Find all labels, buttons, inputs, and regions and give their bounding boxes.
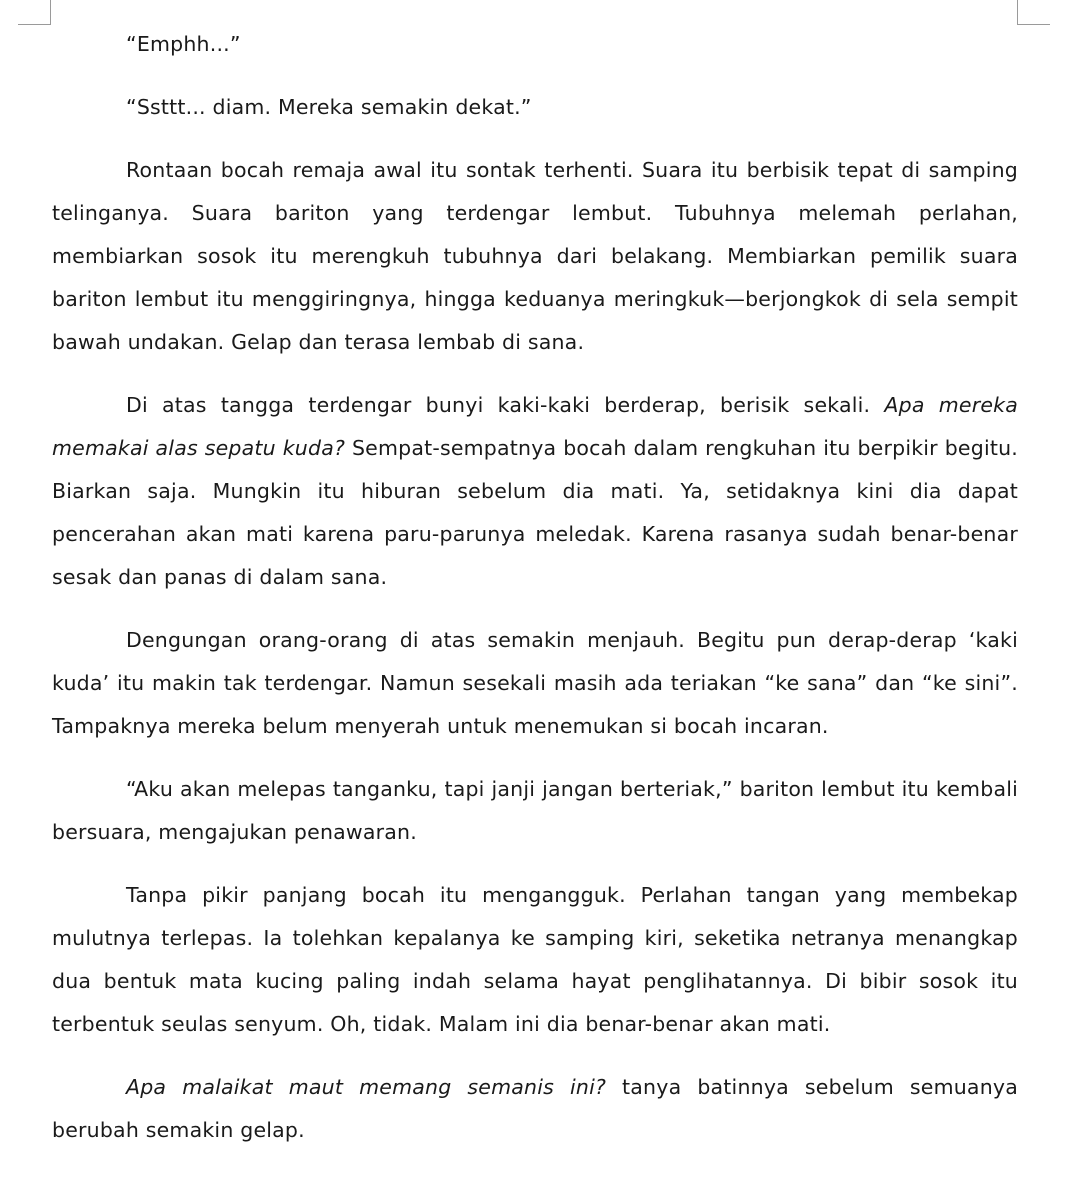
text-segment: “Aku akan melepas tanganku, tapi janji jangan berteriak,” bariton lembut itu kembali bersuara, mengajukan penawaran. xyxy=(52,777,1018,844)
text-segment: Di atas tangga terdengar bunyi kaki-kaki berderap, berisik sekali. xyxy=(126,393,885,417)
text-segment: Tanpa pikir panjang bocah itu mengangguk. Perlahan tangan yang membekap mulutnya terlepas. Ia tolehkan kepalanya ke samping kiri, seketika netranya menangkap dua bentuk mata kucing paling indah selama hayat penglihatannya. Di bibir sosok itu terbentuk seulas senyum. Oh, tidak. Malam ini dia benar-benar akan mati. xyxy=(52,883,1018,1036)
paragraph-5 xyxy=(52,619,1018,748)
text-segment: “Ssttt... diam. Mereka semakin dekat.” xyxy=(126,95,532,119)
paragraph-1 xyxy=(52,23,1018,66)
paragraph-2 xyxy=(52,86,1018,129)
paragraph-7 xyxy=(52,874,1018,1046)
text-segment: “Emphh...” xyxy=(126,32,241,56)
paragraph-3 xyxy=(52,149,1018,364)
text-segment: Dengungan orang-orang di atas semakin menjauh. Begitu pun derap-derap ‘kaki kuda’ itu makin tak terdengar. Namun sesekali masih ada teriakan “ke sana” dan “ke sini”. Tampaknya mereka belum menyerah untuk menemukan si bocah incaran. xyxy=(52,628,1018,738)
crop-mark-top-right xyxy=(1017,0,1050,25)
text-segment: Rontaan bocah remaja awal itu sontak terhenti. Suara itu berbisik tepat di samping telinganya. Suara bariton yang terdengar lembut. Tubuhnya melemah perlahan, membiarkan sosok itu merengkuh tubuhnya dari belakang. Membiarkan pemilik suara bariton lembut itu menggiringnya, hingga keduanya meringkuk—berjongkok di sela sempit bawah undakan. Gelap dan terasa lembab di sana. xyxy=(52,158,1018,354)
paragraph-6 xyxy=(52,768,1018,854)
text-segment: Sempat-sempatnya bocah dalam rengkuhan itu berpikir begitu. Biarkan saja. Mungkin itu hiburan sebelum dia mati. Ya, setidaknya kini dia dapat pencerahan akan mati karena paru-parunya meledak. Karena rasanya sudah benar-benar sesak dan panas di dalam sana. xyxy=(52,436,1018,589)
crop-mark-top-left xyxy=(18,0,51,25)
paragraph-4 xyxy=(52,384,1018,599)
italic-text-segment: Apa mereka memakai alas sepatu kuda? xyxy=(52,393,1018,460)
text-segment: tanya batinnya sebelum semuanya berubah semakin gelap. xyxy=(52,1075,1018,1142)
document-body xyxy=(52,23,1018,1172)
paragraph-8 xyxy=(52,1066,1018,1152)
italic-text-segment: Apa malaikat maut memang semanis ini? xyxy=(126,1075,607,1099)
